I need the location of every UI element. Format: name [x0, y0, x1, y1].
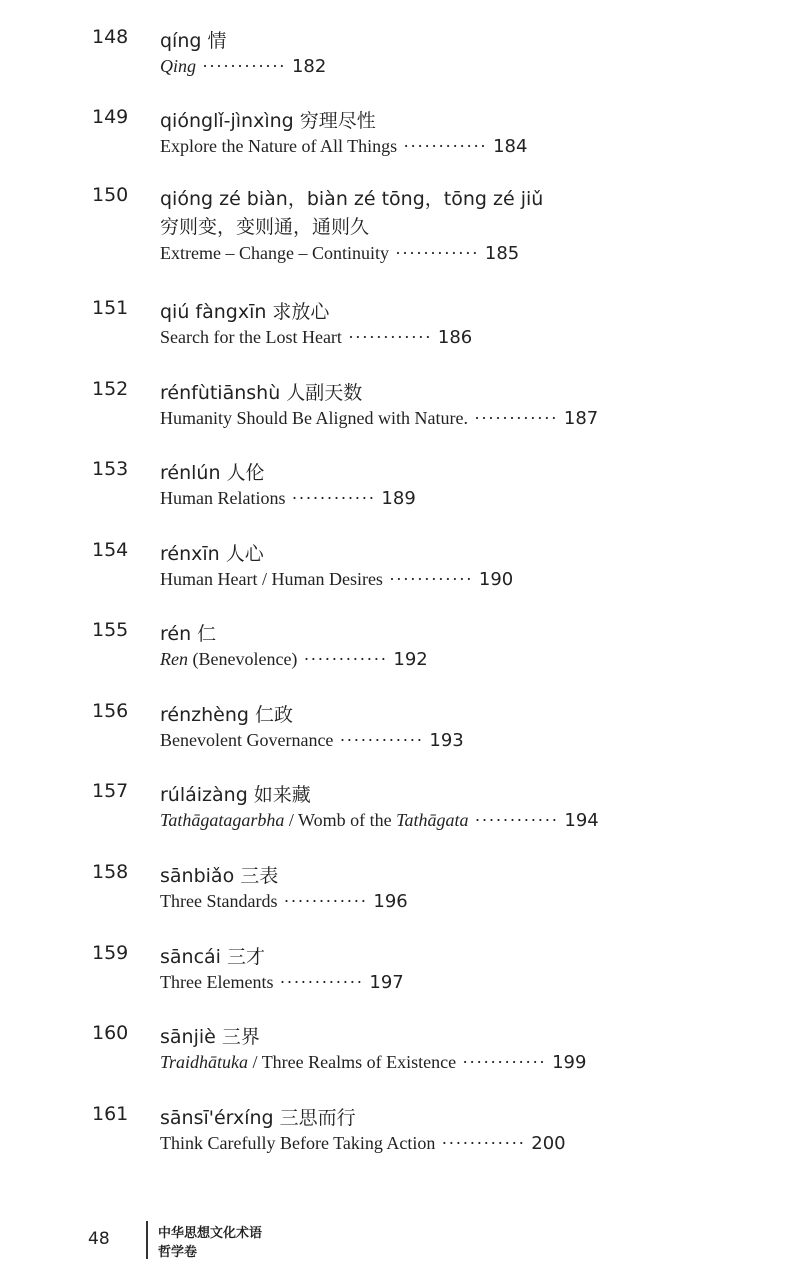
entry-translation [160, 1133, 566, 1154]
entry-english-term: Explore the Nature of All Things [160, 136, 398, 156]
entry-pinyin: sāncái [160, 946, 221, 968]
entry-chinese: 人副天数 [286, 382, 363, 404]
entry-number: 161 [92, 1103, 129, 1125]
dot-leader: ············ [474, 810, 559, 830]
entry-pinyin: qiónglǐ-jìnxìng [160, 110, 294, 132]
entry-translation [160, 1052, 586, 1073]
entry-number: 153 [92, 458, 129, 480]
entry-number: 157 [92, 780, 129, 802]
entry-page-number: 187 [563, 408, 599, 429]
entry-english-term: Search for the Lost Heart [160, 327, 342, 347]
entry-chinese: 穷理尽性 [299, 110, 376, 132]
footer-divider [146, 1221, 148, 1259]
entry-english-term: (Benevolence) [187, 649, 298, 669]
dot-leader: ············ [403, 136, 488, 156]
entry-chinese: 穷则变，变则通，通则久 [160, 216, 370, 238]
dot-leader: ············ [347, 327, 432, 347]
entry-chinese: 人伦 [226, 462, 265, 484]
entry-pinyin: rén [160, 623, 192, 645]
entry-english-term: Human Heart / Human Desires [160, 569, 383, 589]
entry-english-term: Human Relations [160, 488, 286, 508]
dot-leader: ············ [303, 649, 388, 669]
entry-page-number: 186 [437, 327, 473, 348]
entry-number: 158 [92, 861, 129, 883]
entry-number: 148 [92, 26, 129, 48]
entry-chinese: 三思而行 [279, 1107, 356, 1129]
dot-leader: ············ [462, 1052, 547, 1072]
entry-headword [160, 700, 293, 727]
entry-translation [160, 56, 326, 77]
entry-english-term: Three Elements [160, 972, 274, 992]
entry-pinyin: sānsī'érxíng [160, 1107, 274, 1129]
entry-italic-term: Tathāgata [396, 810, 469, 830]
entry-pinyin: rénzhèng [160, 704, 249, 726]
entry-page-number: 184 [493, 136, 528, 157]
entry-number: 151 [92, 297, 129, 319]
entry-headword [160, 184, 543, 211]
entry-page-number: 197 [369, 972, 404, 993]
entry-headword [160, 26, 226, 53]
entry-english-term: Benevolent Governance [160, 730, 334, 750]
entry-number: 149 [92, 106, 129, 128]
entry-translation [160, 972, 404, 993]
entry-pinyin: qióng zé biàn，biàn zé tōng，tōng zé jiǔ [160, 188, 544, 210]
entry-translation [160, 327, 472, 348]
entry-translation [160, 136, 527, 157]
entry-headword [160, 297, 329, 324]
entry-headword [160, 942, 265, 969]
entry-headword [160, 861, 278, 888]
entry-page-number: 199 [552, 1052, 587, 1073]
entry-translation [160, 891, 408, 912]
footer-page-number: 48 [88, 1229, 110, 1249]
entry-english-term: / Womb of the [284, 810, 397, 830]
entry-chinese: 人心 [225, 543, 264, 565]
entry-page-number: 185 [484, 243, 520, 264]
entry-page-number: 189 [381, 488, 416, 509]
dot-leader: ············ [202, 56, 286, 76]
entry-english-term: Three Standards [160, 891, 278, 911]
entry-page-number: 200 [531, 1133, 566, 1154]
entry-number: 150 [92, 184, 129, 206]
entry-page-number: 190 [478, 569, 514, 590]
entry-pinyin: rénlún [160, 462, 221, 484]
entry-chinese: 三才 [226, 946, 265, 968]
entry-headword [160, 458, 265, 485]
entry-number: 154 [92, 539, 129, 561]
dot-leader: ············ [394, 243, 479, 263]
entry-pinyin: rénxīn [160, 543, 220, 565]
entry-page-number: 192 [393, 649, 428, 670]
entry-english-term: Extreme – Change – Continuity [160, 243, 389, 263]
dot-leader: ············ [279, 972, 364, 992]
footer-volume-title: 哲学卷 [158, 1245, 198, 1260]
entry-number: 156 [92, 700, 129, 722]
entry-headword [160, 1022, 260, 1049]
entry-pinyin: qíng [160, 30, 202, 52]
entry-number: 160 [92, 1022, 129, 1044]
entry-chinese: 情 [207, 30, 227, 52]
dot-leader: ············ [339, 730, 424, 750]
entry-pinyin: sānbiǎo [160, 865, 235, 887]
entry-headword [160, 1103, 356, 1130]
dot-leader: ············ [291, 488, 376, 508]
entry-headword [160, 619, 216, 646]
entry-translation [160, 243, 519, 264]
entry-headword [160, 780, 311, 807]
entry-page-number: 194 [564, 810, 599, 831]
entry-number: 159 [92, 942, 129, 964]
entry-page-number: 196 [373, 891, 408, 912]
entry-translation [160, 649, 428, 670]
entry-page-number: 193 [429, 730, 464, 751]
entry-english-term: Humanity Should Be Aligned with Nature. [160, 408, 468, 428]
entry-pinyin: rénfùtiānshù [160, 382, 281, 404]
entry-english-term: / Three Realms of Existence [248, 1052, 457, 1072]
entry-pinyin: rúláizàng [160, 784, 248, 806]
entry-chinese: 三表 [240, 865, 279, 887]
entry-headword [160, 378, 362, 405]
entry-chinese: 如来藏 [253, 784, 311, 806]
entry-headword [160, 106, 376, 133]
entry-number: 152 [92, 378, 129, 400]
entry-translation [160, 408, 598, 429]
entry-translation [160, 569, 513, 590]
entry-translation [160, 488, 416, 509]
entry-italic-term: Qing [160, 56, 196, 76]
entry-italic-term: Tathāgatagarbha [160, 810, 285, 830]
dot-leader: ············ [473, 408, 558, 428]
entry-chinese: 三界 [221, 1026, 260, 1048]
entry-italic-term: Ren [160, 649, 188, 669]
entry-number: 155 [92, 619, 129, 641]
dot-leader: ············ [283, 891, 368, 911]
entry-translation [160, 810, 599, 831]
entry-chinese: 求放心 [272, 301, 330, 323]
entry-headword [160, 539, 264, 566]
entry-english-term: Think Carefully Before Taking Action [160, 1133, 436, 1153]
dot-leader: ············ [388, 569, 473, 589]
entry-translation [160, 730, 464, 751]
entry-italic-term: Traidhātuka [160, 1052, 249, 1072]
dot-leader: ············ [441, 1133, 526, 1153]
footer-book-title: 中华思想文化术语 [158, 1226, 263, 1241]
entry-chinese: 仁 [197, 623, 217, 645]
entry-chinese: 仁政 [254, 704, 293, 726]
entry-page-number: 182 [291, 56, 327, 77]
entry-pinyin: sānjiè [160, 1026, 216, 1048]
entry-pinyin: qiú fàngxīn [160, 301, 267, 323]
